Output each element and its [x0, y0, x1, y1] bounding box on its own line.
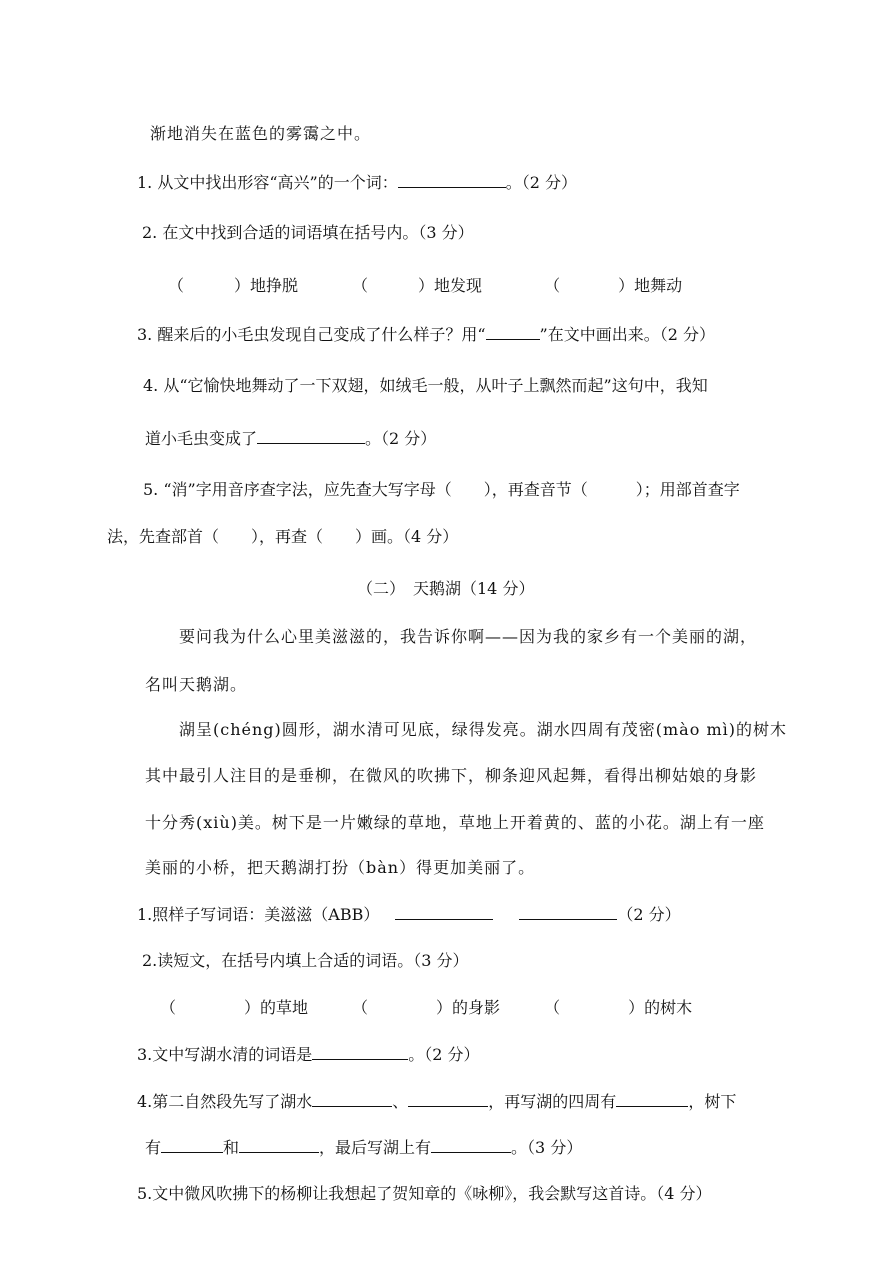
- fill-row-1: [168, 275, 682, 297]
- answer-blank[interactable]: [398, 171, 506, 188]
- answer-blank[interactable]: [519, 903, 617, 920]
- question-4-score: 。（2 分）: [365, 429, 437, 448]
- question-5: 5. “消”字用音序查字法，应先查大写字母（ ），再查音节（ ）；用部首查字: [143, 480, 740, 499]
- answer-blank[interactable]: [161, 1136, 223, 1153]
- question-4-cont: [145, 427, 436, 450]
- paren-open: （: [352, 276, 369, 295]
- answer-blank[interactable]: [239, 1136, 319, 1153]
- fill-label: ）的树木: [628, 998, 693, 1017]
- q2-question-4-text: 4.第二自然段先写了湖水: [137, 1092, 313, 1111]
- paren-open: （: [160, 998, 177, 1017]
- fill-label: ）地挣脱: [234, 276, 299, 295]
- answer-blank[interactable]: [395, 903, 493, 920]
- q2-question-3-score: 。（2 分）: [408, 1045, 480, 1064]
- fill-label: ）的身影: [436, 998, 501, 1017]
- section-title: （二） 天鹅湖（14 分）: [357, 579, 535, 598]
- q2-question-4-and: 和: [223, 1138, 240, 1157]
- q2-question-4-score: 。（3 分）: [511, 1138, 583, 1157]
- q2-question-4-mid: ，再写湖的四周有: [488, 1092, 617, 1111]
- q2-question-3: [137, 1043, 480, 1066]
- passage-p2-line3: 十分秀(xiù)美。树下是一片嫩绿的草地，草地上开着黄的、蓝的小花。湖上有一座: [145, 813, 765, 832]
- fill-label: ）地发现: [418, 276, 483, 295]
- q2-question-1: [137, 903, 681, 926]
- q2-question-3-text: 3.文中写湖水清的词语是: [137, 1045, 313, 1064]
- fill-label: ）的草地: [244, 998, 309, 1017]
- passage-p2-line1: 湖呈(chéng)圆形，湖水清可见底，绿得发亮。湖水四周有茂密(mào mì)的树木: [179, 720, 787, 739]
- answer-blank[interactable]: [616, 1090, 688, 1107]
- answer-blank[interactable]: [408, 1090, 488, 1107]
- passage-p1-line2: 名叫天鹅湖。: [145, 675, 248, 694]
- question-4-text: 道小毛虫变成了: [145, 429, 258, 448]
- q2-question-4-cont: [145, 1136, 582, 1159]
- q2-question-4: [137, 1090, 736, 1113]
- paren-open: （: [352, 998, 369, 1017]
- question-1-text: 1. 从文中找出形容“高兴”的一个词：: [137, 173, 398, 192]
- question-3: [137, 323, 715, 346]
- answer-blank[interactable]: [257, 427, 365, 444]
- answer-blank[interactable]: [312, 1043, 408, 1060]
- paren-open: （: [168, 276, 185, 295]
- question-3-tail: ”在文中画出来。（2 分）: [539, 325, 715, 344]
- question-5-cont: 法，先查部首（ ），再查（ ）画。（4 分）: [107, 527, 459, 546]
- q2-question-4-cont-text: 有: [145, 1138, 162, 1157]
- paren-open: （: [544, 276, 561, 295]
- q2-question-5: 5.文中微风吹拂下的杨柳让我想起了贺知章的《咏柳》，我会默写这首诗。（4 分）: [137, 1184, 712, 1203]
- paren-open: （: [544, 998, 561, 1017]
- underline-sample: [486, 323, 540, 340]
- question-1: [137, 171, 577, 194]
- question-2: 2. 在文中找到合适的词语填在括号内。（3 分）: [142, 223, 474, 242]
- q2-question-1-text: 1.照样子写词语：美滋滋（ABB）: [137, 905, 380, 924]
- fill-label: ）地舞动: [618, 276, 683, 295]
- question-3-text: 3. 醒来后的小毛虫发现自己变成了什么样子？用“: [137, 325, 486, 344]
- q2-question-1-score: （2 分）: [617, 905, 681, 924]
- q2-question-4-last: ，最后写湖上有: [319, 1138, 432, 1157]
- answer-blank[interactable]: [312, 1090, 392, 1107]
- passage-p1-line1: 要问我为什么心里美滋滋的，我告诉你啊——因为我的家乡有一个美丽的湖，: [179, 627, 758, 646]
- answer-blank[interactable]: [431, 1136, 511, 1153]
- question-1-score: 。（2 分）: [505, 173, 577, 192]
- q2-fill-row: [160, 997, 692, 1019]
- passage-end-line: 渐地消失在蓝色的雾霭之中。: [150, 124, 372, 143]
- question-4: 4. 从“它愉快地舞动了一下双翅，如绒毛一般，从叶子上飘然而起”这句中，我知: [143, 376, 708, 395]
- q2-question-2: 2.读短文，在括号内填上合适的词语。（3 分）: [142, 951, 469, 970]
- q2-question-4-tail: ，树下: [688, 1092, 737, 1111]
- passage-p2-line4: 美丽的小桥，把天鹅湖打扮（bàn）得更加美丽了。: [145, 858, 536, 877]
- q2-question-4-sep: 、: [392, 1092, 409, 1111]
- passage-p2-line2: 其中最引人注目的是垂柳，在微风的吹拂下，柳条迎风起舞，看得出柳姑娘的身影: [145, 766, 758, 785]
